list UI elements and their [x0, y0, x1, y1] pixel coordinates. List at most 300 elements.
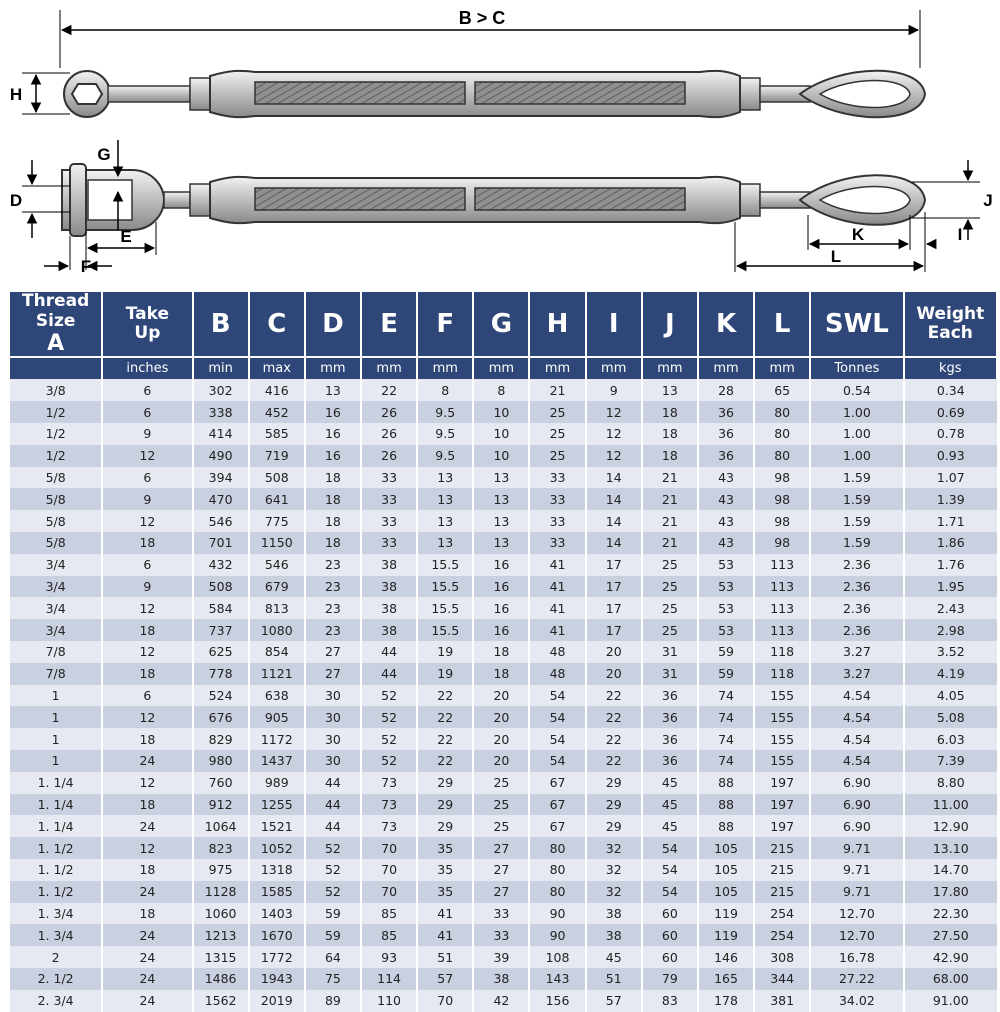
table-cell: 197: [754, 815, 810, 837]
table-cell: 18: [102, 903, 192, 925]
unit-cell: [10, 357, 102, 379]
table-cell: 25: [529, 445, 585, 467]
column-header-line: Each: [927, 323, 973, 344]
column-header-line: Take: [125, 303, 170, 324]
table-cell: 21: [642, 532, 698, 554]
table-cell: 3/4: [10, 597, 102, 619]
table-cell: 60: [642, 946, 698, 968]
unit-cell: mm: [642, 357, 698, 379]
table-cell: 54: [529, 750, 585, 772]
table-cell: 59: [698, 663, 754, 685]
table-cell: 67: [529, 772, 585, 794]
table-cell: 79: [642, 968, 698, 990]
l-label: L: [830, 247, 842, 266]
column-header: [904, 292, 997, 357]
jaw-eye-turnbuckle: [10, 140, 993, 276]
table-cell: 52: [305, 837, 361, 859]
table-cell: 18: [473, 663, 529, 685]
table-cell: 18: [102, 532, 192, 554]
table-cell: 1213: [193, 924, 249, 946]
table-cell: 74: [698, 750, 754, 772]
table-row: [10, 467, 997, 489]
table-cell: 113: [754, 554, 810, 576]
table-cell: 12: [102, 837, 192, 859]
table-cell: 25: [642, 554, 698, 576]
table-cell: 31: [642, 641, 698, 663]
table-cell: 18: [102, 663, 192, 685]
table-cell: 18: [305, 467, 361, 489]
table-cell: 80: [529, 837, 585, 859]
table-cell: 18: [642, 445, 698, 467]
table-cell: 33: [473, 924, 529, 946]
table-cell: 7/8: [10, 641, 102, 663]
table-cell: 13: [417, 510, 473, 532]
table-cell: 6: [102, 467, 192, 489]
table-row: [10, 554, 997, 576]
table-cell: 54: [642, 881, 698, 903]
column-header: J: [642, 292, 698, 357]
table-cell: 22: [417, 750, 473, 772]
table-cell: 59: [698, 641, 754, 663]
table-cell: 25: [473, 815, 529, 837]
table-cell: 414: [193, 423, 249, 445]
table-cell: 2. 3/4: [10, 990, 102, 1012]
table-cell: 9.71: [810, 859, 903, 881]
table-cell: 18: [102, 728, 192, 750]
table-cell: 32: [586, 859, 642, 881]
table-row: [10, 445, 997, 467]
column-header: H: [529, 292, 585, 357]
table-cell: 113: [754, 597, 810, 619]
column-header-line: Up: [134, 323, 161, 344]
table-cell: 24: [102, 750, 192, 772]
table-cell: 625: [193, 641, 249, 663]
table-cell: 15.5: [417, 619, 473, 641]
table-cell: 54: [529, 706, 585, 728]
table-cell: 701: [193, 532, 249, 554]
table-cell: 33: [529, 488, 585, 510]
table-cell: 1.59: [810, 467, 903, 489]
table-cell: 21: [642, 488, 698, 510]
table-cell: 88: [698, 815, 754, 837]
table-cell: 22: [586, 706, 642, 728]
table-cell: 1403: [249, 903, 305, 925]
table-cell: 15.5: [417, 554, 473, 576]
table-row: [10, 772, 997, 794]
table-cell: 737: [193, 619, 249, 641]
table-cell: 719: [249, 445, 305, 467]
table-cell: 16: [473, 619, 529, 641]
table-cell: 22: [586, 728, 642, 750]
table-row: [10, 423, 997, 445]
table-cell: 23: [305, 576, 361, 598]
table-cell: 74: [698, 728, 754, 750]
table-cell: 7/8: [10, 663, 102, 685]
table-cell: 65: [754, 379, 810, 401]
column-header: K: [698, 292, 754, 357]
table-cell: 70: [361, 837, 417, 859]
table-cell: 4.54: [810, 728, 903, 750]
table-cell: 33: [361, 467, 417, 489]
table-cell: 18: [305, 510, 361, 532]
table-cell: 105: [698, 837, 754, 859]
table-cell: 155: [754, 750, 810, 772]
table-cell: 27: [473, 837, 529, 859]
table-cell: 51: [586, 968, 642, 990]
table-cell: 119: [698, 924, 754, 946]
table-cell: 4.05: [904, 685, 997, 707]
table-cell: 52: [361, 706, 417, 728]
table-cell: 12: [102, 510, 192, 532]
table-cell: 394: [193, 467, 249, 489]
table-cell: 1. 1/2: [10, 859, 102, 881]
e-label: E: [120, 227, 132, 246]
unit-cell: mm: [698, 357, 754, 379]
table-cell: 43: [698, 510, 754, 532]
table-cell: 0.78: [904, 423, 997, 445]
table-cell: 1/2: [10, 445, 102, 467]
table-cell: 18: [305, 488, 361, 510]
table-cell: 24: [102, 946, 192, 968]
table-cell: 113: [754, 619, 810, 641]
column-header-line: Weight: [916, 303, 985, 324]
table-cell: 13: [642, 379, 698, 401]
table-cell: 35: [417, 881, 473, 903]
table-cell: 1.59: [810, 510, 903, 532]
table-cell: 88: [698, 794, 754, 816]
table-cell: 98: [754, 532, 810, 554]
column-header: E: [361, 292, 417, 357]
table-cell: 14: [586, 532, 642, 554]
table-cell: 546: [249, 554, 305, 576]
table-cell: 32: [586, 881, 642, 903]
table-cell: 3.52: [904, 641, 997, 663]
table-cell: 43: [698, 532, 754, 554]
table-cell: 2: [10, 946, 102, 968]
table-cell: 35: [417, 837, 473, 859]
table-cell: 1150: [249, 532, 305, 554]
k-label: K: [851, 225, 865, 244]
table-cell: 17: [586, 619, 642, 641]
table-cell: 51: [417, 946, 473, 968]
table-row: [10, 663, 997, 685]
table-cell: 12.90: [904, 815, 997, 837]
table-body: [10, 379, 997, 1011]
column-header-letter: A: [47, 331, 65, 357]
table-cell: 905: [249, 706, 305, 728]
table-cell: 44: [305, 815, 361, 837]
table-cell: 19: [417, 641, 473, 663]
table-cell: 38: [361, 554, 417, 576]
table-cell: 93: [361, 946, 417, 968]
table-cell: 1437: [249, 750, 305, 772]
table-cell: 12: [102, 597, 192, 619]
table-cell: 2.36: [810, 554, 903, 576]
table-cell: 17: [586, 597, 642, 619]
table-cell: 1172: [249, 728, 305, 750]
table-cell: 1.00: [810, 423, 903, 445]
column-header: F: [417, 292, 473, 357]
table-cell: 38: [586, 924, 642, 946]
table-cell: 1. 1/2: [10, 837, 102, 859]
table-cell: 14.70: [904, 859, 997, 881]
table-cell: 18: [305, 532, 361, 554]
j-label: J: [983, 191, 993, 210]
table-cell: 9.5: [417, 401, 473, 423]
table-cell: 13: [473, 510, 529, 532]
table-cell: 52: [361, 750, 417, 772]
table-cell: 33: [361, 488, 417, 510]
table-cell: 490: [193, 445, 249, 467]
unit-cell: inches: [102, 357, 192, 379]
table-cell: 42.90: [904, 946, 997, 968]
table-cell: 6.90: [810, 815, 903, 837]
table-cell: 829: [193, 728, 249, 750]
table-cell: 33: [529, 532, 585, 554]
table-cell: 25: [473, 772, 529, 794]
table-cell: 13: [473, 467, 529, 489]
unit-cell: mm: [473, 357, 529, 379]
table-cell: 85: [361, 903, 417, 925]
table-cell: 8: [473, 379, 529, 401]
table-row: [10, 728, 997, 750]
column-header: I: [586, 292, 642, 357]
table-cell: 30: [305, 685, 361, 707]
table-cell: 9.5: [417, 445, 473, 467]
table-cell: 80: [754, 423, 810, 445]
table-cell: 44: [361, 663, 417, 685]
table-cell: 5/8: [10, 488, 102, 510]
table-cell: 41: [417, 924, 473, 946]
table-cell: 16: [305, 445, 361, 467]
table-cell: 74: [698, 685, 754, 707]
table-cell: 12: [102, 445, 192, 467]
table-cell: 13: [417, 467, 473, 489]
table-cell: 22: [417, 706, 473, 728]
table-cell: 20: [473, 728, 529, 750]
table-cell: 16: [473, 597, 529, 619]
table-cell: 1.95: [904, 576, 997, 598]
table-cell: 114: [361, 968, 417, 990]
table-cell: 6.03: [904, 728, 997, 750]
table-cell: 44: [305, 772, 361, 794]
table-cell: 18: [102, 859, 192, 881]
table-cell: 6.90: [810, 772, 903, 794]
table-cell: 25: [642, 619, 698, 641]
table-cell: 33: [361, 510, 417, 532]
table-cell: 6: [102, 685, 192, 707]
unit-cell: min: [193, 357, 249, 379]
table-cell: 36: [642, 706, 698, 728]
unit-cell: Tonnes: [810, 357, 903, 379]
table-cell: 22: [586, 750, 642, 772]
table-cell: 641: [249, 488, 305, 510]
table-cell: 638: [249, 685, 305, 707]
table-cell: 38: [361, 619, 417, 641]
table-cell: 70: [361, 859, 417, 881]
table-row: [10, 706, 997, 728]
table-cell: 34.02: [810, 990, 903, 1012]
table-cell: 775: [249, 510, 305, 532]
table-cell: 45: [642, 815, 698, 837]
table-cell: 1121: [249, 663, 305, 685]
table-cell: 2.36: [810, 576, 903, 598]
table-cell: 432: [193, 554, 249, 576]
table-cell: 12: [586, 445, 642, 467]
table-cell: 1.59: [810, 532, 903, 554]
column-header: C: [249, 292, 305, 357]
table-cell: 9.71: [810, 837, 903, 859]
table-cell: 30: [305, 750, 361, 772]
table-row: [10, 924, 997, 946]
turnbuckle-drawing: [0, 0, 1000, 290]
table-row: [10, 859, 997, 881]
table-cell: 98: [754, 510, 810, 532]
table-cell: 1943: [249, 968, 305, 990]
table-cell: 20: [586, 663, 642, 685]
table-cell: 41: [529, 597, 585, 619]
table-cell: 119: [698, 903, 754, 925]
table-cell: 0.69: [904, 401, 997, 423]
table-cell: 1.39: [904, 488, 997, 510]
table-cell: 22: [586, 685, 642, 707]
table-cell: 21: [642, 467, 698, 489]
table-cell: 546: [193, 510, 249, 532]
table-cell: 54: [642, 837, 698, 859]
column-header: [102, 292, 192, 357]
table-cell: 12: [102, 641, 192, 663]
table-cell: 36: [642, 728, 698, 750]
table-cell: 1562: [193, 990, 249, 1012]
table-cell: 308: [754, 946, 810, 968]
table-cell: 1/2: [10, 401, 102, 423]
table-cell: 14: [586, 510, 642, 532]
table-cell: 4.54: [810, 750, 903, 772]
table-cell: 80: [529, 859, 585, 881]
table-cell: 91.00: [904, 990, 997, 1012]
table-row: [10, 619, 997, 641]
table-cell: 22: [361, 379, 417, 401]
table-cell: 12: [586, 401, 642, 423]
table-cell: 778: [193, 663, 249, 685]
table-cell: 9: [102, 488, 192, 510]
table-cell: 1. 1/4: [10, 772, 102, 794]
table-cell: 4.54: [810, 706, 903, 728]
table-cell: 6: [102, 401, 192, 423]
table-cell: 70: [361, 881, 417, 903]
table-cell: 17: [586, 576, 642, 598]
table-cell: 3.27: [810, 663, 903, 685]
table-cell: 29: [586, 772, 642, 794]
table-cell: 760: [193, 772, 249, 794]
table-row: [10, 576, 997, 598]
table-cell: 64: [305, 946, 361, 968]
table-cell: 17.80: [904, 881, 997, 903]
table-cell: 1315: [193, 946, 249, 968]
table-cell: 23: [305, 597, 361, 619]
table-cell: 12.70: [810, 903, 903, 925]
table-cell: 10: [473, 445, 529, 467]
table-cell: 854: [249, 641, 305, 663]
table-cell: 676: [193, 706, 249, 728]
table-cell: 45: [642, 772, 698, 794]
table-cell: 21: [642, 510, 698, 532]
table-cell: 113: [754, 576, 810, 598]
table-cell: 1.76: [904, 554, 997, 576]
table-cell: 416: [249, 379, 305, 401]
table-cell: 9.5: [417, 423, 473, 445]
table-cell: 2019: [249, 990, 305, 1012]
table-cell: 73: [361, 815, 417, 837]
table-cell: 1064: [193, 815, 249, 837]
table-cell: 29: [417, 772, 473, 794]
table-cell: 38: [473, 968, 529, 990]
table-cell: 452: [249, 401, 305, 423]
table-cell: 36: [642, 685, 698, 707]
table-cell: 33: [473, 903, 529, 925]
table-cell: 215: [754, 881, 810, 903]
table-cell: 44: [305, 794, 361, 816]
table-cell: 679: [249, 576, 305, 598]
table-cell: 27: [305, 641, 361, 663]
table-cell: 68.00: [904, 968, 997, 990]
table-cell: 6: [102, 554, 192, 576]
table-cell: 989: [249, 772, 305, 794]
specification-table: [10, 292, 998, 1012]
table-cell: 26: [361, 401, 417, 423]
table-cell: 33: [529, 467, 585, 489]
table-cell: 42: [473, 990, 529, 1012]
table-cell: 5/8: [10, 532, 102, 554]
table-cell: 90: [529, 903, 585, 925]
table-cell: 13.10: [904, 837, 997, 859]
table-row: [10, 401, 997, 423]
table-cell: 67: [529, 815, 585, 837]
table-cell: 118: [754, 663, 810, 685]
table-cell: 32: [586, 837, 642, 859]
table-cell: 36: [642, 750, 698, 772]
table-cell: 197: [754, 794, 810, 816]
table-cell: 1.59: [810, 488, 903, 510]
table-cell: 13: [417, 488, 473, 510]
table-cell: 508: [249, 467, 305, 489]
table-cell: 48: [529, 663, 585, 685]
table-row: [10, 903, 997, 925]
table-row: [10, 750, 997, 772]
table-cell: 1: [10, 728, 102, 750]
table-cell: 13: [417, 532, 473, 554]
table-cell: 27: [473, 881, 529, 903]
table-cell: 89: [305, 990, 361, 1012]
table-cell: 6: [102, 379, 192, 401]
table-cell: 36: [698, 423, 754, 445]
table-cell: 13: [473, 532, 529, 554]
unit-cell: mm: [754, 357, 810, 379]
table-cell: 1. 3/4: [10, 924, 102, 946]
table-cell: 1.86: [904, 532, 997, 554]
table-cell: 12.70: [810, 924, 903, 946]
table-cell: 0.34: [904, 379, 997, 401]
table-cell: 215: [754, 859, 810, 881]
table-cell: 22: [417, 728, 473, 750]
table-cell: 20: [473, 685, 529, 707]
table-cell: 2.98: [904, 619, 997, 641]
table-cell: 98: [754, 488, 810, 510]
table-cell: 155: [754, 685, 810, 707]
table-cell: 1.07: [904, 467, 997, 489]
table-cell: 16: [305, 401, 361, 423]
d-label: D: [9, 191, 23, 210]
